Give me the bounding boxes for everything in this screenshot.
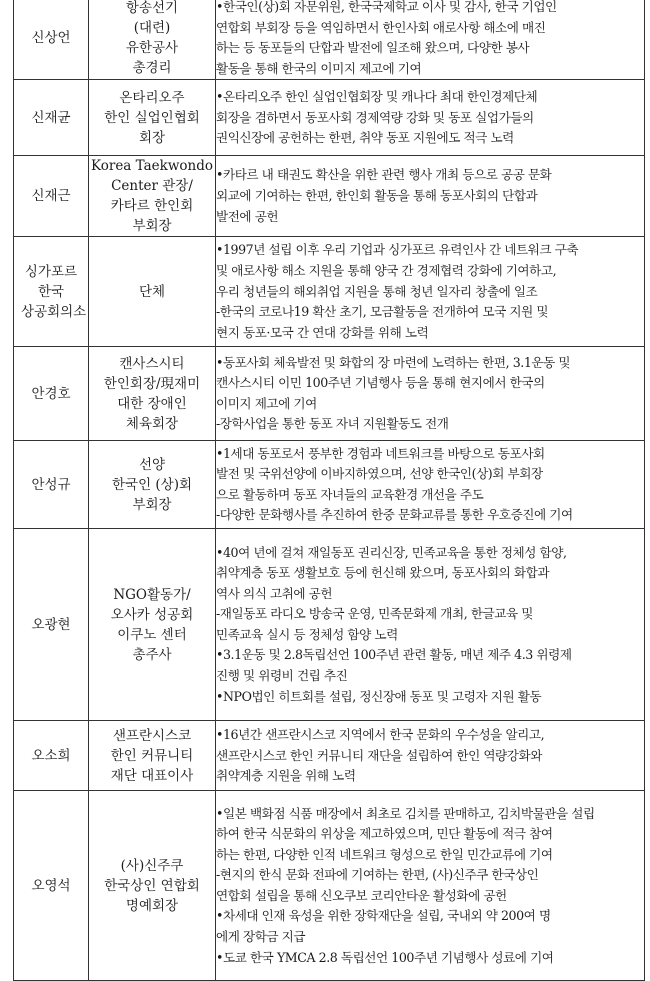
bullet-item: •1997년 설립 이후 우리 기업과 싱가포르 유력인사 간 네트워크 구축 및 애로사항 해소 지원을 통해 양국 간 경제협력 강화에 기여하고, 우리 청년들의 해외취업 지원을 통해 청년 일자리 창출에 일조 [216, 242, 579, 299]
position-line: 카타르 한인회 [110, 198, 194, 215]
sub-item: -현지의 한식 문화 전파에 기여하는 한편, (사)신주쿠 한국상인 연합회 설립을 통해 신오쿠보 코리안타운 활성화에 공헌 [216, 867, 539, 903]
honoree-name-cell [14, 156, 89, 237]
honoree-position-cell [89, 347, 216, 441]
honoree-name: 싱가포르 한국 상공회의소 [21, 263, 87, 320]
achievement-details-cell [216, 441, 645, 529]
table-row [14, 347, 645, 441]
table-row [14, 791, 645, 981]
honoree-position-cell [89, 156, 216, 237]
honoree-name-cell [14, 237, 89, 347]
position-line: 재단 대표이사 [110, 767, 194, 784]
position-line: 대한 장애인 [117, 395, 187, 412]
honoree-name-cell [14, 791, 89, 981]
position-line: 오사카 성공회 [110, 606, 194, 623]
achievement-details-cell [216, 529, 645, 721]
honoree-position-cell [89, 791, 216, 981]
honoree-name: 오광현 [31, 616, 71, 633]
position-line: 온타리오주 [119, 89, 185, 106]
honoree-name: 신상언 [31, 30, 71, 47]
position-line: 회장 [138, 129, 166, 146]
honoree-table [13, 0, 645, 981]
honoree-position-cell [89, 0, 216, 80]
bullet-item: •차세대 인재 육성을 위한 장학재단을 설립, 국내외 약 200여 명 에게 장학금 지급 [216, 908, 551, 945]
honoree-name-cell [14, 441, 89, 529]
honoree-name-cell [14, 529, 89, 721]
table-row [14, 441, 645, 529]
position-line: Korea Taekwondo [91, 158, 213, 175]
honoree-position-cell [89, 237, 216, 347]
bullet-item: •NPO법인 히트회를 설립, 정신장애 동포 및 고령자 지원 활동 [216, 688, 542, 704]
position-line: 명예회장 [125, 897, 179, 914]
bullet-item: •도쿄 한국 YMCA 2.8 독립선언 100주년 기념행사 성료에 기여 [216, 949, 554, 965]
honoree-position-cell [89, 441, 216, 529]
achievement-details-cell [216, 156, 645, 237]
honoree-name: 오소희 [31, 747, 71, 764]
table-row [14, 529, 645, 721]
bullet-item: •16년간 샌프란시스코 지역에서 한국 문화의 우수성을 알리고, 샌프란시스코 한인 커뮤니티 재단을 설립하여 한인 역량강화와 취약계층 지원을 위해 노력 [216, 726, 545, 784]
position-line: 체육회장 [125, 415, 179, 432]
position-line: 총주사 [132, 646, 172, 663]
position-line: (사)신주쿠 [120, 857, 184, 874]
table-row [14, 0, 645, 80]
table-row [14, 80, 645, 156]
position-line: 한국인 (상)회 [111, 476, 193, 493]
bullet-item: •동포사회 체육발전 및 화합의 장 마련에 노력하는 한편, 3.1운동 및 캔사스시티 이민 100주년 기념행사 등을 통해 현지에서 한국의 이미지 제고에 기여 [216, 354, 571, 411]
honoree-name: 신재근 [31, 188, 71, 205]
bullet-item: •1세대 동포로서 풍부한 경험과 네트워크를 바탕으로 동포사회 발전 및 국위선양에 이바지하였으며, 선양 한국인(상)회 부회장 으로 활동하며 동포 자녀들의 교육환경 개선을 주도 [216, 445, 545, 502]
position-line: (대련) [133, 20, 171, 37]
honoree-name-cell [14, 347, 89, 441]
honoree-table-body [14, 0, 645, 981]
honoree-position-cell [89, 80, 216, 156]
table-row [14, 237, 645, 347]
achievement-details-cell [216, 347, 645, 441]
sub-item: -다양한 문화행사를 추진하여 한중 문화교류를 통한 우호증진에 기여 [216, 507, 573, 523]
achievement-details-cell [216, 237, 645, 347]
position-line: 유한공사 [125, 40, 179, 57]
position-line: 단체 [138, 283, 166, 300]
sub-item: -장학사업을 통한 동포 자녀 지원활동도 전개 [216, 416, 449, 432]
honoree-name: 안경호 [31, 385, 71, 402]
position-line: 한인회장/現재미 [103, 375, 201, 392]
bullet-item: •일본 백화점 식품 매장에서 최초로 김치를 판매하고, 김치박물관을 설립 하여 한국 식문화의 위상을 제고하였으며, 민단 활동에 적극 참여 하는 한편, 다양한 인적 네트워크 형성으로 한일 민간교류에 기여 [216, 805, 595, 862]
position-line: NGO활동가/ [113, 586, 191, 603]
position-line: Center 관장/ [111, 178, 193, 195]
position-line: 항송선기 [125, 0, 179, 17]
honoree-position-cell [89, 721, 216, 791]
bullet-item: •한국인(상)회 자문위원, 한국국제학교 이사 및 감사, 한국 기업인 연합회 부회장 등을 역임하면서 한인사회 애로사항 해소에 매진 하는 등 동포들의 단합과 발전에 일조해 왔으며, 다양한 봉사 활동을 통해 한국의 이미지 제고에 기여 [216, 0, 557, 76]
sub-item: -한국의 코로나19 확산 초기, 모금활동을 전개하여 모국 지원 및 현지 동포·모국 간 연대 강화를 위해 노력 [216, 304, 549, 340]
honoree-name: 오영석 [31, 877, 71, 894]
achievement-details-cell [216, 80, 645, 156]
sub-item: -재일동포 라디오 방송국 운영, 민족문화제 개최, 한글교육 및 민족교육 실시 등 정체성 함양 노력 [216, 606, 533, 642]
honoree-name-cell [14, 721, 89, 791]
bullet-item: •온타리오주 한인 실업인협회장 및 캐나다 최대 한인경제단체 회장을 겸하면서 동포사회 경제역량 강화 및 동포 실업가들의 권익신장에 공헌하는 한편, 취약 동포 지원에도 적극 노력 [216, 88, 538, 146]
position-line: 샌프란시스코 [112, 727, 192, 744]
position-line: 이쿠노 센터 [117, 626, 187, 643]
table-row [14, 721, 645, 791]
achievement-details-cell [216, 791, 645, 981]
position-line: 캔사스시티 [119, 355, 185, 372]
honoree-name-cell [14, 80, 89, 156]
honoree-name: 신재균 [31, 109, 71, 126]
position-line: 부회장 [132, 496, 172, 513]
bullet-item: •40여 년에 걸쳐 재일동포 권리신장, 민족교육을 통한 정체성 함양, 취약계층 동포 생활보호 등에 헌신해 왔으며, 동포사회의 화합과 역사 의식 고취에 공헌 [216, 544, 567, 601]
position-line: 한인 커뮤니티 [110, 747, 194, 764]
position-line: 총경리 [132, 60, 172, 77]
achievement-details-cell [216, 0, 645, 80]
position-line: 한국상인 연합회 [104, 877, 200, 894]
bullet-item: •3.1운동 및 2.8독립선언 100주년 관련 활동, 매년 제주 4.3 위령제 진행 및 위령비 건립 추진 [216, 647, 572, 684]
position-line: 한인 실업인협회 [104, 109, 200, 126]
position-line: 선양 [138, 456, 166, 473]
honoree-name-cell [14, 0, 89, 80]
table-row [14, 156, 645, 237]
position-line: 부회장 [132, 218, 172, 235]
bullet-item: •카타르 내 태권도 확산을 위한 관련 행사 개최 등으로 공공 문화 외교에 기여하는 한편, 한인회 활동을 통해 동포사회의 단합과 발전에 공헌 [216, 167, 552, 224]
honoree-name: 안성규 [31, 476, 71, 493]
achievement-details-cell [216, 721, 645, 791]
honoree-position-cell [89, 529, 216, 721]
